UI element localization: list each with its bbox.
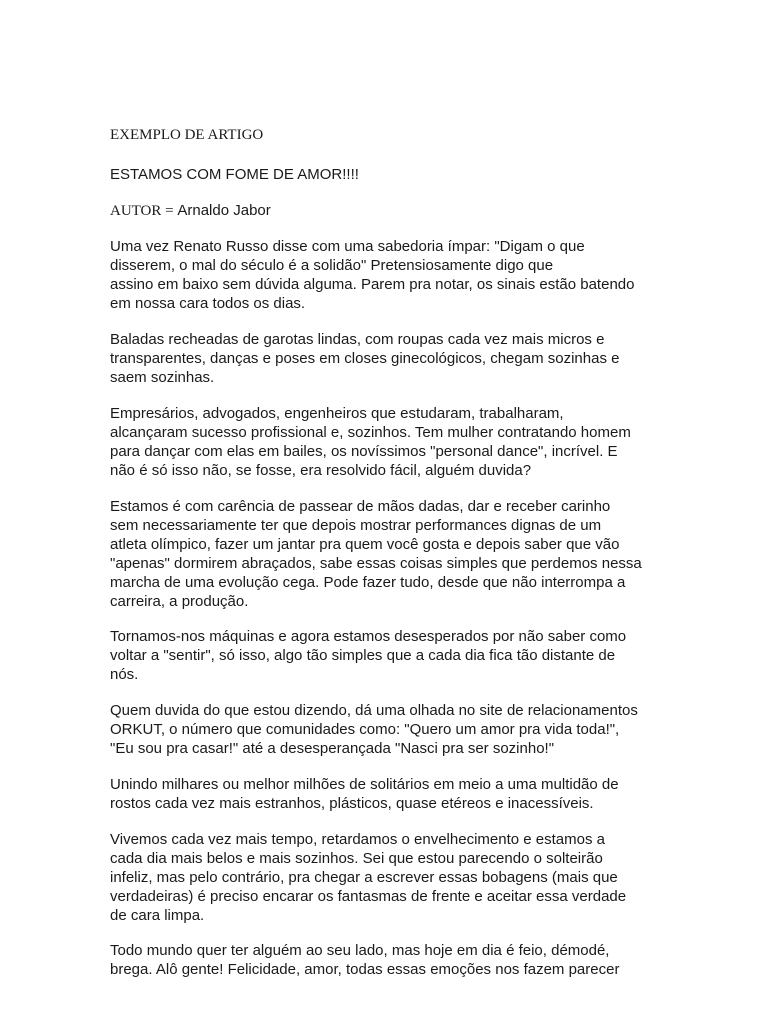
paragraph-line: Todo mundo quer ter alguém ao seu lado, mas hoje em dia é feio, démodé, <box>110 942 610 959</box>
paragraph-line: nós. <box>110 666 139 683</box>
paragraph-8 <box>110 830 626 925</box>
paragraph-line: rostos cada vez mais estranhos, plásticos, quase etéreos e inacessíveis. <box>110 795 594 812</box>
paragraph-3 <box>110 404 631 480</box>
paragraph-line: ORKUT, o número que comunidades como: "Quero um amor pra vida toda!", <box>110 721 620 738</box>
paragraph-line: Quem duvida do que estou dizendo, dá uma olhada no site de relacionamentos <box>110 702 638 719</box>
author-name: Arnaldo Jabor <box>177 202 271 219</box>
paragraph-4 <box>110 497 642 611</box>
paragraph-line: atleta olímpico, fazer um jantar pra quem você gosta e depois saber que vão <box>110 536 620 553</box>
paragraph-line: Estamos é com carência de passear de mãos dadas, dar e receber carinho <box>110 498 611 515</box>
paragraph-line: Vivemos cada vez mais tempo, retardamos o envelhecimento e estamos a <box>110 831 605 848</box>
paragraph-6 <box>110 701 638 758</box>
paragraph-line: transparentes, danças e poses em closes ginecológicos, chegam sozinhas e <box>110 350 620 367</box>
paragraph-line: alcançaram sucesso profissional e, sozinhos. Tem mulher contratando homem <box>110 424 631 441</box>
paragraph-line: carreira, a produção. <box>110 593 249 610</box>
paragraph-7 <box>110 775 619 813</box>
paragraph-line: marcha de uma evolução cega. Pode fazer tudo, desde que não interrompa a <box>110 574 626 591</box>
paragraph-line: infeliz, mas pelo contrário, pra chegar a escrever essas bobagens (mais que <box>110 869 618 886</box>
paragraph-line: disserem, o mal do século é a solidão" Pretensiosamente digo que <box>110 257 554 274</box>
paragraph-line: não é só isso não, se fosse, era resolvido fácil, alguém duvida? <box>110 462 532 479</box>
paragraph-line: brega. Alô gente! Felicidade, amor, todas essas emoções nos fazem parecer <box>110 961 620 978</box>
author-label: AUTOR = <box>110 203 178 219</box>
paragraph-line: Empresários, advogados, engenheiros que estudaram, trabalharam, <box>110 405 564 422</box>
paragraph-line: "Eu sou pra casar!" até a desesperançada "Nasci pra ser sozinho!" <box>110 740 555 757</box>
paragraph-line: Uma vez Renato Russo disse com uma sabedoria ímpar: "Digam o que <box>110 238 585 255</box>
paragraph-line: para dançar com elas em bailes, os novíssimos "personal dance", incrível. E <box>110 443 618 460</box>
article-heading: ESTAMOS COM FOME DE AMOR!!!! <box>110 166 359 183</box>
paragraph-line: Baladas recheadas de garotas lindas, com roupas cada vez mais micros e <box>110 331 605 348</box>
paragraph-line: cada dia mais belos e mais sozinhos. Sei que estou parecendo o solteirão <box>110 850 603 867</box>
paragraph-line: voltar a "sentir", só isso, algo tão simples que a cada dia fica tão distante de <box>110 647 616 664</box>
paragraph-5 <box>110 627 626 684</box>
document-title: EXEMPLO DE ARTIGO <box>110 127 264 143</box>
paragraph-line: "apenas" dormirem abraçados, sabe essas coisas simples que perdemos nessa <box>110 555 642 572</box>
paragraph-1 <box>110 237 634 313</box>
paragraph-line: sem necessariamente ter que depois mostrar performances dignas de um <box>110 517 602 534</box>
paragraph-line: Tornamos-nos máquinas e agora estamos desesperados por não saber como <box>110 628 627 645</box>
author-line <box>110 201 271 221</box>
paragraph-9 <box>110 941 619 979</box>
paragraph-line: Unindo milhares ou melhor milhões de solitários em meio a uma multidão de <box>110 776 619 793</box>
paragraph-line: verdadeiras) é preciso encarar os fantasmas de frente e aceitar essa verdade <box>110 888 627 905</box>
paragraph-line: assino em baixo sem dúvida alguma. Parem pra notar, os sinais estão batendo <box>110 276 635 293</box>
paragraph-2 <box>110 330 619 387</box>
paragraph-line: de cara limpa. <box>110 907 205 924</box>
paragraph-line: em nossa cara todos os dias. <box>110 295 306 312</box>
paragraph-line: saem sozinhas. <box>110 369 215 386</box>
